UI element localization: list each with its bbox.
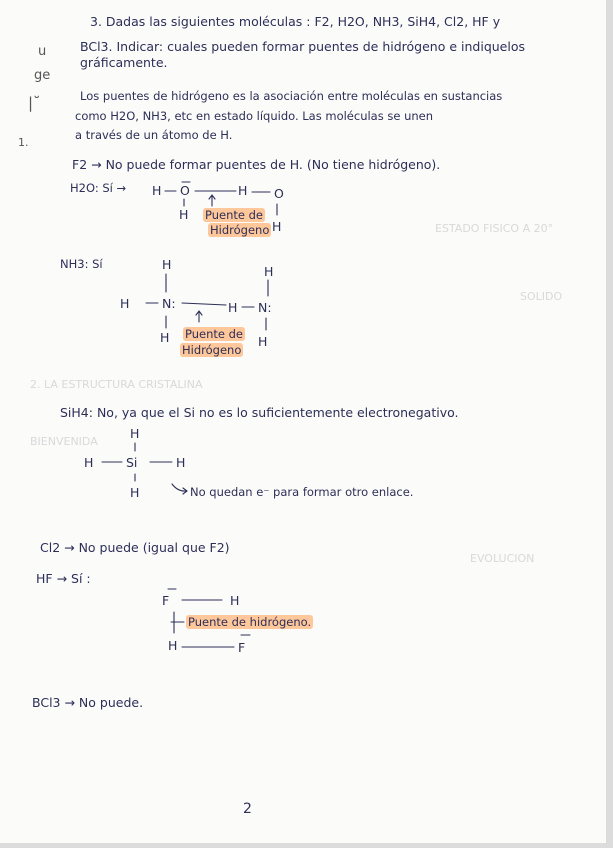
sih4-atom-si: Si (126, 455, 138, 470)
definition-line-1: Los puentes de hidrógeno es la asociación entre moléculas en sustancias (80, 89, 503, 103)
sih4-answer: SiH4: No, ya que el Si no es lo suficientemente electronegativo. (60, 405, 459, 420)
bleed-through-text-4: BIENVENIDA (30, 435, 98, 448)
h2o-atom-h4: H (272, 219, 282, 234)
margin-mark-2: ge (34, 68, 51, 83)
margin-mark-3: |˘ (28, 94, 41, 112)
hf-atom-f2: F (238, 640, 246, 655)
question-line-2: BCl3. Indicar: cuales pueden formar puentes de hidrógeno e indiquelos (80, 39, 526, 54)
h2o-atom-h2: H (179, 207, 189, 222)
sih4-note: No quedan e⁻ para formar otro enlace. (190, 485, 414, 499)
bleed-through-text-5: EVOLUCION (470, 552, 535, 565)
question-line-1: 3. Dadas las siguientes moléculas : F2, H2O, NH3, SiH4, Cl2, HF y (90, 14, 501, 29)
hf-atom-h1: H (230, 593, 240, 608)
nh3-atom-h-left: H (120, 296, 130, 311)
bleed-through-text-3: 2. LA ESTRUCTURA CRISTALINA (30, 378, 203, 391)
nh3-atom-h-mid: H (228, 300, 238, 315)
nh3-atom-h-top2: H (264, 264, 274, 279)
nh3-bond-label-1: Puente de (185, 327, 243, 341)
h2o-atom-h1: H (152, 183, 162, 198)
margin-mark-4: 1. (18, 136, 29, 149)
bleed-through-text-2: SOLIDO (520, 290, 563, 303)
page-number: 2 (243, 801, 252, 817)
h2o-arrow (209, 195, 215, 206)
h2o-bond-label-2: Hidrógeno (210, 223, 270, 237)
h2o-atom-o1: O (180, 183, 190, 198)
nh3-bond-label-2: Hidrógeno (182, 343, 242, 357)
h2o-bond-label-1: Puente de (205, 208, 263, 222)
nh3-arrow (196, 311, 202, 322)
h2o-atom-o2: O (274, 186, 284, 201)
sih4-atom-h-left: H (84, 455, 94, 470)
nh3-hbond-line (182, 303, 226, 305)
hf-atom-f1: F (162, 593, 170, 608)
nh3-atom-n2: N: (258, 300, 272, 315)
hf-atom-h2: H (168, 638, 178, 653)
bleed-through-text-1: ESTADO FISICO A 20° (435, 222, 554, 235)
h2o-label: H2O: Sí → (70, 181, 127, 195)
definition-line-3: a través de un átomo de H. (75, 128, 233, 142)
definition-line-2: como H2O, NH3, etc en estado líquido. Las moléculas se unen (75, 109, 434, 123)
sih4-atom-h-bottom: H (130, 485, 140, 500)
hf-bond-label: Puente de hidrógeno. (188, 615, 312, 629)
sih4-atom-h-right: H (176, 455, 186, 470)
margin-mark-1: u (38, 44, 47, 59)
nh3-label: NH3: Sí (60, 257, 103, 271)
hf-label: HF → Sí : (36, 571, 91, 586)
bcl3-answer: BCl3 → No puede. (32, 695, 144, 710)
sih4-note-arrow (172, 484, 187, 494)
sih4-atom-h-top: H (130, 426, 140, 441)
nh3-atom-n1: N: (162, 296, 176, 311)
nh3-atom-h-bottom1: H (160, 330, 170, 345)
cl2-answer: Cl2 → No puede (igual que F2) (40, 540, 230, 555)
nh3-atom-h-top1: H (162, 257, 172, 272)
nh3-atom-h-bottom2: H (258, 334, 268, 349)
h2o-atom-h3: H (238, 183, 248, 198)
question-line-3: gráficamente. (80, 55, 168, 70)
f2-answer: F2 → No puede formar puentes de H. (No tiene hidrógeno). (72, 157, 441, 172)
